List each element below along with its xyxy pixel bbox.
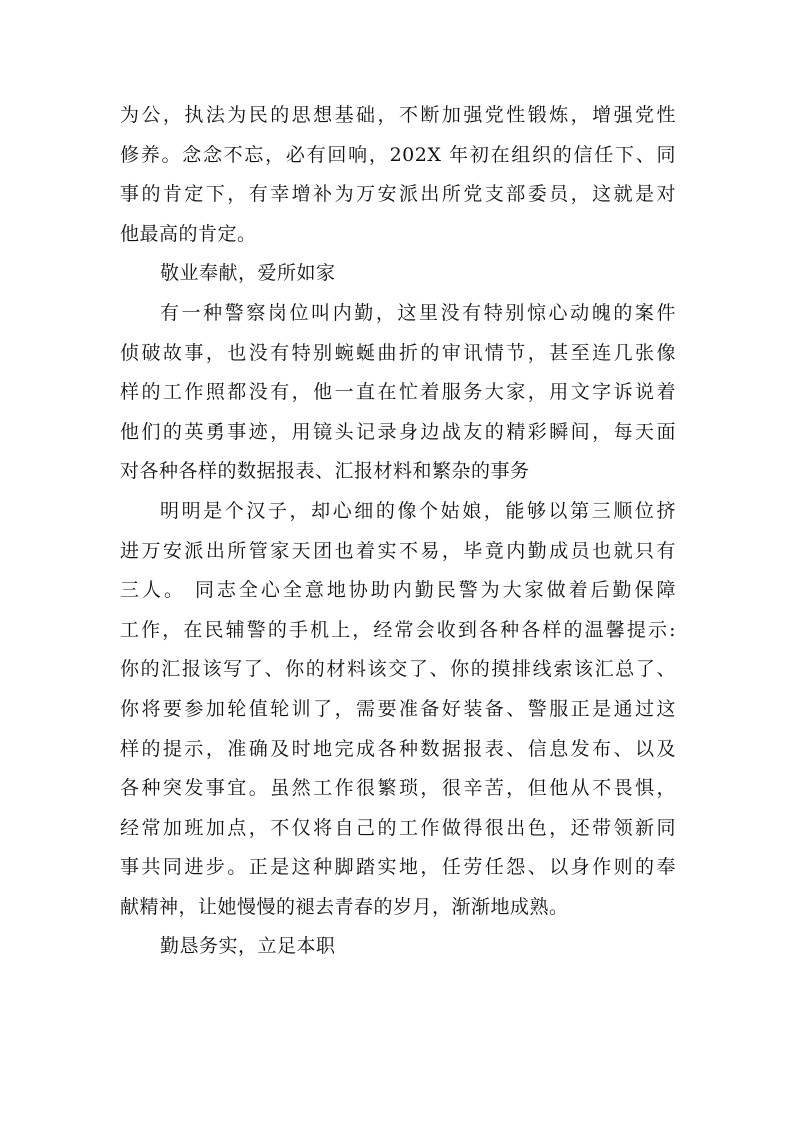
text-line: 对各种各样的数据报表、汇报材料和繁杂的事务 (120, 460, 530, 483)
text-line: 你将要参加轮值轮训了，需要准备好装备、警服正是通过这 (120, 697, 676, 720)
text-line: 工作，在民辅警的手机上，经常会收到各种各样的温馨提示: (120, 618, 676, 641)
text-line: 各种突发事宜。虽然工作很繁琐，很辛苦，但他从不畏惧， (120, 777, 676, 800)
text-line: 你的汇报该写了、你的材料该交了、你的摸排线索该汇总了、 (120, 658, 676, 681)
text-line: 样的提示，准确及时地完成各种数据报表、信息发布、以及 (120, 737, 676, 760)
text-line: 修养。念念不忘，必有回响，202X 年初在组织的信任下、同 (120, 143, 676, 166)
text-line: 事的肯定下，有幸增补为万安派出所党支部委员，这就是对 (120, 183, 676, 206)
text-line: 他们的英勇事迹，用镜头记录身边战友的精彩瞬间，每天面 (120, 420, 676, 443)
text-line: 三人。 同志全心全意地协助内勤民警为大家做着后勤保障 (120, 579, 676, 602)
text-line: 敬业奉献，爱所如家 (160, 262, 336, 285)
text-line: 有一种警察岗位叫内勤，这里没有特别惊心动魄的案件 (160, 301, 676, 324)
text-line: 明明是个汉子，却心细的像个姑娘，能够以第三顺位挤 (160, 499, 676, 522)
text-line: 进万安派出所管家天团也着实不易，毕竟内勤成员也就只有 (120, 539, 676, 562)
text-line: 他最高的肯定。 (120, 222, 257, 245)
text-line: 勤恳务实，立足本职 (160, 935, 336, 958)
text-line: 为公，执法为民的思想基础，不断加强党性锻炼，增强党性 (120, 104, 676, 126)
text-line: 样的工作照都没有，他一直在忙着服务大家，用文字诉说着 (120, 381, 676, 404)
text-line: 事共同进步。正是这种脚踏实地，任劳任怨、以身作则的奉 (120, 856, 676, 879)
text-line: 侦破故事，也没有特别蜿蜒曲折的审讯情节，甚至连几张像 (120, 341, 676, 364)
text-line: 献精神，让她慢慢的褪去青春的岁月，渐渐地成熟。 (120, 895, 569, 918)
text-line: 经常加班加点，不仅将自己的工作做得很出色，还带领新同 (120, 816, 676, 839)
document-body (120, 96, 676, 967)
